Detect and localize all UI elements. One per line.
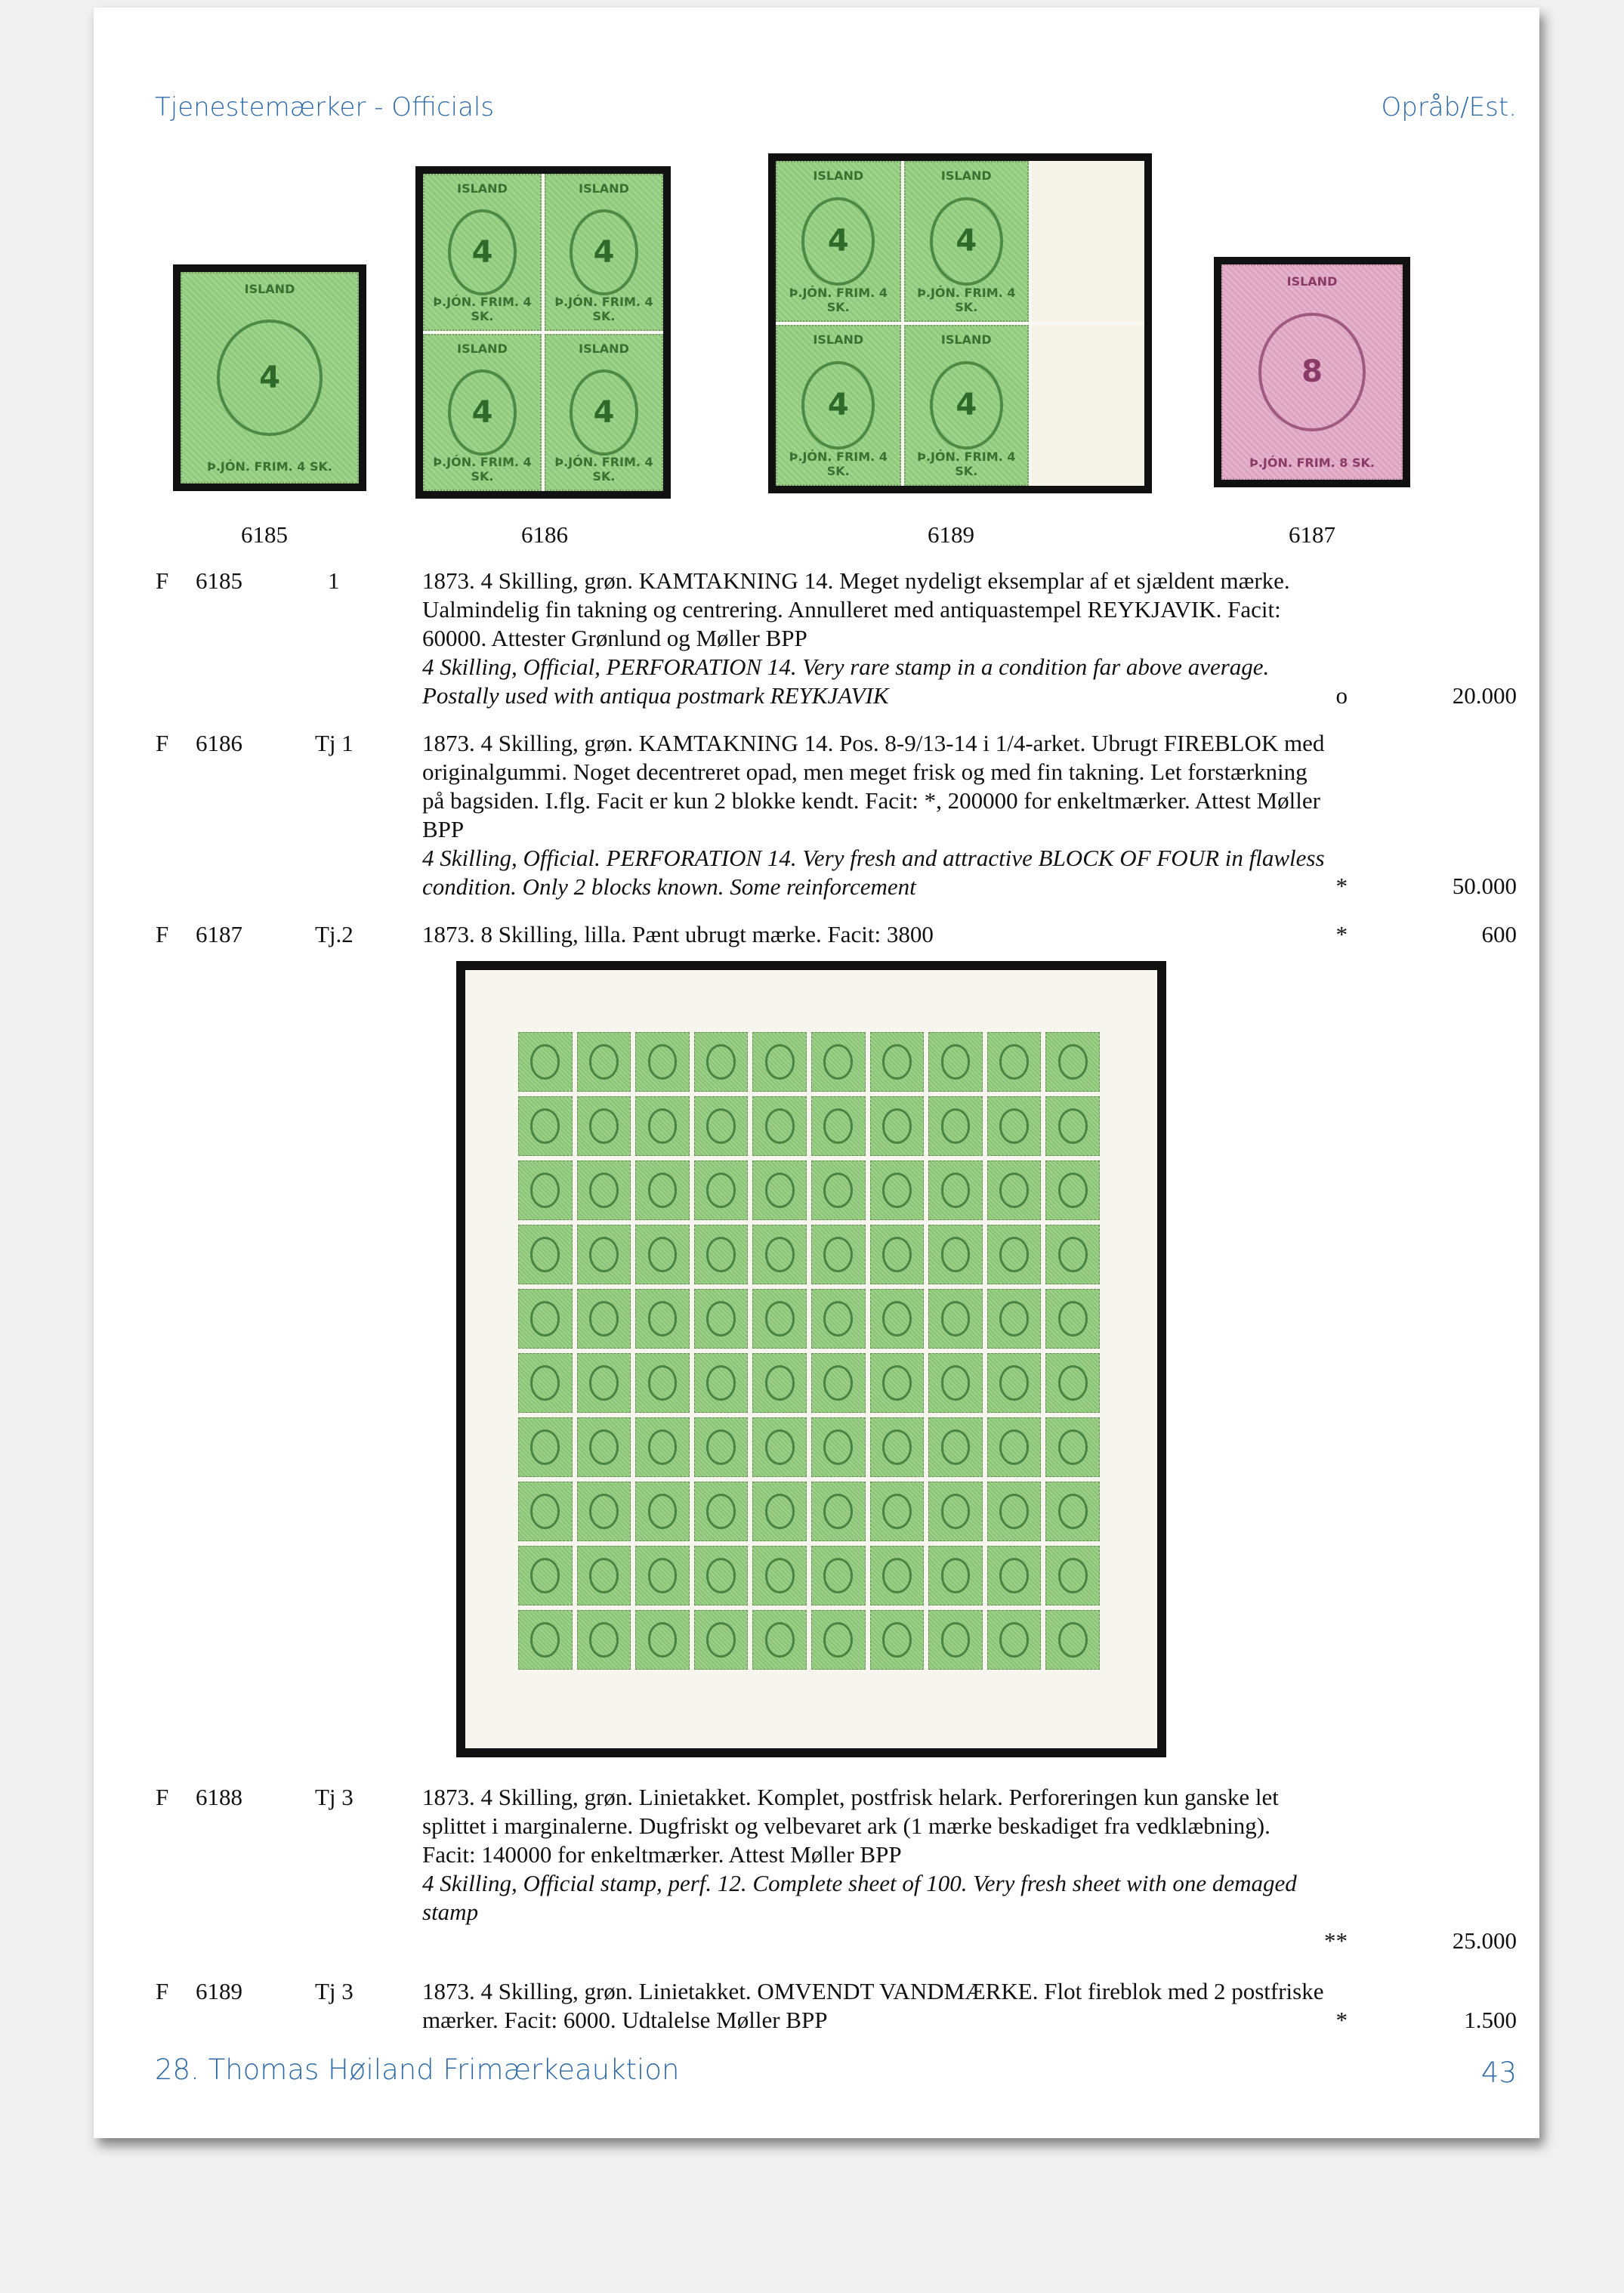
sheet-stamp	[870, 1289, 925, 1349]
sheet-stamp	[518, 1353, 573, 1413]
lot-number: 6189	[196, 1978, 242, 2004]
sheet-stamp	[577, 1546, 631, 1605]
description-danish: 1873. 4 Skilling, grøn. KAMTAKNING 14. Meget nydeligt eksemplar af et sjældent mærke. Ualmindelig fin takning og centrering. Annulleret med antiquastempel REYKJAVIK. Facit: 60000. Attester Grønlund og Møller BPP	[422, 567, 1290, 651]
sheet-stamp	[928, 1353, 983, 1413]
condition-mark: *	[1335, 2007, 1348, 2033]
sheet-stamp	[987, 1289, 1042, 1349]
sheet-stamp	[987, 1546, 1042, 1605]
sheet-stamp	[752, 1482, 807, 1541]
sheet-stamp	[635, 1160, 690, 1220]
catalog-number: Tj 3	[315, 1784, 354, 1810]
sheet-stamp	[1045, 1289, 1100, 1349]
description-danish: 1873. 4 Skilling, grøn. Linietakket. OMVENDT VANDMÆRKE. Flot fireblok med 2 postfriske mærker. Facit: 6000. Udtalelse Møller BPP	[422, 1978, 1324, 2033]
sheet-stamp	[928, 1417, 983, 1477]
sheet-stamp	[811, 1225, 866, 1284]
stamp: ISLAND 4 Þ.JÓN. FRIM. 4 SK.	[181, 272, 359, 484]
auction-title: 28. Thomas Høiland Frimærkeauktion	[155, 2054, 680, 2086]
sheet-stamp	[928, 1160, 983, 1220]
lot-number: 6186	[196, 730, 242, 756]
sheet-stamp	[752, 1353, 807, 1413]
lot-description	[422, 1783, 1329, 1927]
sheet-stamp	[1045, 1160, 1100, 1220]
sheet-stamp	[1045, 1096, 1100, 1156]
lot-description	[422, 729, 1329, 901]
lot-flag: F	[156, 567, 169, 594]
catalog-number: Tj 3	[315, 1978, 354, 2004]
sheet-stamp-grid	[518, 1032, 1100, 1670]
condition-mark: o	[1335, 682, 1348, 709]
sheet-stamp	[752, 1289, 807, 1349]
stamp: ISLAND 4 Þ.JÓN. FRIM. 4 SK.	[545, 334, 663, 491]
lot-row	[94, 920, 1539, 950]
description-english: 4 Skilling, Official stamp, perf. 12. Complete sheet of 100. Very fresh sheet with one demaged stamp	[422, 1870, 1297, 1925]
sheet-stamp	[752, 1225, 807, 1284]
sheet-stamp	[694, 1417, 749, 1477]
sheet-stamp	[635, 1032, 690, 1092]
sheet-margin	[1032, 325, 1144, 486]
sheet-stamp	[1045, 1610, 1100, 1670]
sheet-stamp	[518, 1225, 573, 1284]
catalog-number: Tj.2	[315, 921, 354, 947]
sheet-stamp	[870, 1546, 925, 1605]
sheet-stamp	[694, 1160, 749, 1220]
section-title: Tjenestemærker - Officials	[155, 92, 495, 122]
estimate-price: 20.000	[1452, 682, 1517, 709]
sheet-stamp	[518, 1032, 573, 1092]
sheet-stamp	[694, 1032, 749, 1092]
image-caption: 6185	[241, 521, 288, 548]
sheet-stamp	[1045, 1482, 1100, 1541]
sheet-stamp	[577, 1160, 631, 1220]
sheet-stamp	[577, 1417, 631, 1477]
sheet-stamp	[928, 1096, 983, 1156]
lot-row	[94, 1783, 1539, 1964]
sheet-stamp	[928, 1032, 983, 1092]
sheet-stamp	[987, 1610, 1042, 1670]
sheet-stamp	[1045, 1032, 1100, 1092]
page-number: 43	[1480, 2057, 1517, 2089]
lot-row	[94, 567, 1539, 718]
sheet-stamp	[752, 1546, 807, 1605]
sheet-stamp	[752, 1417, 807, 1477]
lot-row	[94, 729, 1539, 910]
lot-row	[94, 1977, 1539, 2038]
stamp-6186-image	[415, 166, 671, 499]
lot-description	[422, 1977, 1329, 2035]
stamp: ISLAND 4 Þ.JÓN. FRIM. 4 SK.	[423, 174, 542, 331]
sheet-stamp	[811, 1610, 866, 1670]
catalog-number: Tj 1	[315, 730, 354, 756]
sheet-stamp	[694, 1610, 749, 1670]
stamp: ISLAND 4 Þ.JÓN. FRIM. 4 SK.	[904, 161, 1030, 322]
stamp: ISLAND 4 Þ.JÓN. FRIM. 4 SK.	[776, 325, 901, 486]
lot-number: 6187	[196, 921, 242, 947]
sheet-stamp	[694, 1096, 749, 1156]
lot-flag: F	[156, 1784, 169, 1810]
sheet-stamp	[811, 1096, 866, 1156]
sheet-stamp	[811, 1417, 866, 1477]
sheet-stamp	[1045, 1353, 1100, 1413]
sheet-stamp	[752, 1610, 807, 1670]
sheet-stamp	[518, 1096, 573, 1156]
sheet-margin	[1032, 161, 1144, 322]
stamp-6185-image	[173, 264, 332, 491]
stamp: ISLAND 4 Þ.JÓN. FRIM. 4 SK.	[545, 174, 663, 331]
condition-mark: **	[1324, 1927, 1348, 1954]
sheet-stamp	[694, 1482, 749, 1541]
sheet-stamp	[870, 1225, 925, 1284]
sheet-stamp	[635, 1417, 690, 1477]
sheet-stamp	[694, 1289, 749, 1349]
sheet-stamp	[577, 1289, 631, 1349]
sheet-stamp	[752, 1096, 807, 1156]
stamp-6187-image	[1214, 257, 1410, 487]
lot-description	[422, 920, 1329, 949]
sheet-stamp	[928, 1225, 983, 1284]
sheet-stamp	[811, 1289, 866, 1349]
lot-flag: F	[156, 1978, 169, 2004]
sheet-stamp	[577, 1353, 631, 1413]
catalog-page	[94, 8, 1539, 2138]
sheet-stamp	[811, 1032, 866, 1092]
sheet-stamp	[870, 1096, 925, 1156]
sheet-stamp	[987, 1032, 1042, 1092]
description-english: 4 Skilling, Official, PERFORATION 14. Very rare stamp in a condition far above average. Postally used with antiqua postmark REYKJAVIK	[422, 654, 1270, 709]
catalog-number: 1	[328, 567, 340, 594]
stamp-6189-image	[768, 153, 1152, 493]
sheet-stamp	[577, 1096, 631, 1156]
sheet-stamp	[694, 1225, 749, 1284]
sheet-stamp	[518, 1289, 573, 1349]
sheet-stamp	[870, 1417, 925, 1477]
sheet-stamp	[577, 1032, 631, 1092]
sheet-stamp	[577, 1225, 631, 1284]
sheet-stamp	[870, 1160, 925, 1220]
sheet-stamp	[811, 1482, 866, 1541]
sheet-stamp	[928, 1546, 983, 1605]
sheet-stamp	[870, 1482, 925, 1541]
sheet-stamp	[987, 1417, 1042, 1477]
description-danish: 1873. 4 Skilling, grøn. KAMTAKNING 14. Pos. 8-9/13-14 i 1/4-arket. Ubrugt FIREBLOK med originalgummi. Noget decentreret opad, men meget frisk og med fin takning. Let forstærkning på bagsiden. I.flg. Facit er kun 2 blokke kendt. Facit: *, 200000 for enkeltmærker. Attest Møller BPP	[422, 730, 1325, 842]
image-caption: 6189	[928, 521, 974, 548]
estimate-header: Opråb/Est.	[1381, 92, 1517, 122]
estimate-price: 1.500	[1464, 2007, 1517, 2033]
sheet-stamp	[694, 1353, 749, 1413]
description-english: 4 Skilling, Official. PERFORATION 14. Very fresh and attractive BLOCK OF FOUR in flawless condition. Only 2 blocks known. Some reinforcement	[422, 845, 1325, 900]
sheet-stamp	[987, 1160, 1042, 1220]
sheet-stamp	[635, 1225, 690, 1284]
sheet-stamp	[987, 1225, 1042, 1284]
sheet-stamp	[811, 1353, 866, 1413]
sheet-stamp	[1045, 1417, 1100, 1477]
sheet-stamp	[635, 1546, 690, 1605]
stamp: ISLAND 4 Þ.JÓN. FRIM. 4 SK.	[776, 161, 901, 322]
condition-mark: *	[1335, 873, 1348, 899]
sheet-stamp	[870, 1353, 925, 1413]
sheet-stamp	[518, 1546, 573, 1605]
stamp: ISLAND 4 Þ.JÓN. FRIM. 4 SK.	[904, 325, 1030, 486]
sheet-stamp	[1045, 1546, 1100, 1605]
sheet-stamp	[635, 1096, 690, 1156]
sheet-stamp	[752, 1160, 807, 1220]
sheet-stamp	[928, 1482, 983, 1541]
sheet-stamp	[928, 1289, 983, 1349]
sheet-stamp	[987, 1482, 1042, 1541]
sheet-stamp	[752, 1032, 807, 1092]
description-danish: 1873. 4 Skilling, grøn. Linietakket. Komplet, postfrisk helark. Perforeringen kun ganske let splittet i marginalerne. Dugfriskt og velbevaret ark (1 mærke beskadiget fra vedklæbning). Facit: 140000 for enkeltmærker. Attest Møller BPP	[422, 1784, 1279, 1868]
image-caption: 6186	[521, 521, 568, 548]
description-danish: 1873. 8 Skilling, lilla. Pænt ubrugt mærke. Facit: 3800	[422, 921, 934, 947]
sheet-stamp	[811, 1546, 866, 1605]
estimate-price: 600	[1481, 921, 1517, 947]
sheet-stamp	[577, 1610, 631, 1670]
sheet-stamp	[635, 1482, 690, 1541]
lot-description	[422, 567, 1329, 710]
estimate-price: 50.000	[1452, 873, 1517, 899]
sheet-stamp	[1045, 1225, 1100, 1284]
sheet-stamp	[518, 1610, 573, 1670]
lot-flag: F	[156, 921, 169, 947]
sheet-stamp	[811, 1160, 866, 1220]
sheet-stamp	[987, 1096, 1042, 1156]
stamp-sheet-6188-image	[456, 961, 1166, 1757]
sheet-stamp	[635, 1610, 690, 1670]
stamp: ISLAND 4 Þ.JÓN. FRIM. 4 SK.	[423, 334, 542, 491]
sheet-stamp	[694, 1546, 749, 1605]
sheet-stamp	[577, 1482, 631, 1541]
sheet-stamp	[870, 1610, 925, 1670]
lot-flag: F	[156, 730, 169, 756]
sheet-stamp	[635, 1289, 690, 1349]
sheet-stamp	[518, 1417, 573, 1477]
sheet-stamp	[987, 1353, 1042, 1413]
lot-number: 6185	[196, 567, 242, 594]
sheet-stamp	[518, 1482, 573, 1541]
sheet-stamp	[928, 1610, 983, 1670]
stamp: ISLAND 8 Þ.JÓN. FRIM. 8 SK.	[1221, 264, 1403, 480]
image-caption: 6187	[1289, 521, 1335, 548]
sheet-stamp	[518, 1160, 573, 1220]
condition-mark: *	[1335, 921, 1348, 947]
lot-number: 6188	[196, 1784, 242, 1810]
sheet-stamp	[635, 1353, 690, 1413]
sheet-paper	[465, 970, 1157, 1748]
estimate-price: 25.000	[1452, 1927, 1517, 1954]
sheet-stamp	[870, 1032, 925, 1092]
